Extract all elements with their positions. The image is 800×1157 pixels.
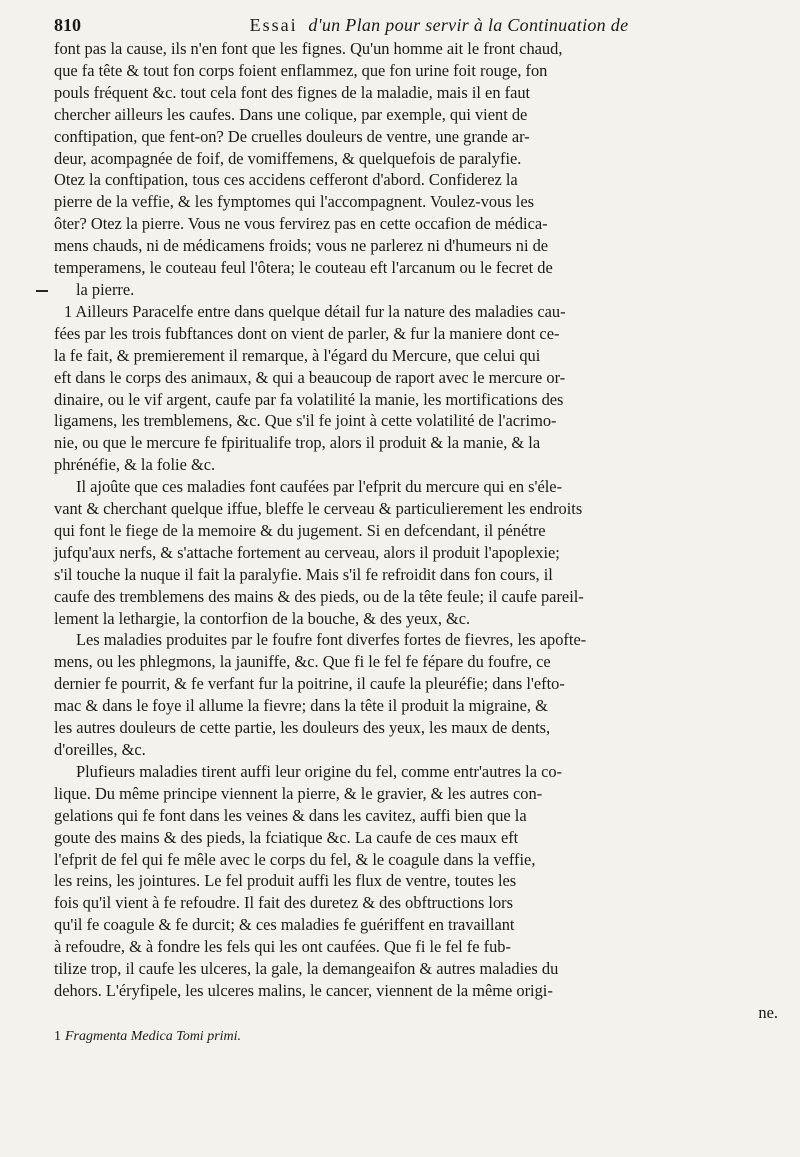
text-line: fois qu'il vient à fe refoudre. Il fait des duretez & des obftructions lors bbox=[54, 893, 514, 913]
text-line: eft dans le corps des animaux, & qui a beaucoup de raport avec le mercure or- bbox=[54, 367, 566, 387]
text-line: l'efprit de fel qui fe mêle avec le corps du fel, & le coagule dans la veffie, bbox=[54, 849, 536, 869]
body-text bbox=[54, 38, 778, 1024]
text-line: dehors. L'éryfipele, les ulceres malins, le cancer, viennent de la même origi- bbox=[54, 980, 553, 1000]
text-line: les autres douleurs de cette partie, les douleurs des yeux, les maux de dents, bbox=[54, 718, 551, 738]
text-line: pouls fréquent &c. tout cela font des fignes de la maladie, mais il en faut bbox=[54, 82, 531, 102]
text-line: chercher ailleurs les caufes. Dans une colique, par exemple, qui vient de bbox=[54, 104, 528, 124]
text-line: que fa tête & tout fon corps foient enflammez, que fon urine foit rouge, fon bbox=[54, 60, 548, 80]
text-line: font pas la cause, ils n'en font que les fignes. Qu'un homme ait le front chaud, bbox=[54, 39, 563, 58]
text-line: pierre de la veffie, & les fymptomes qui l'accompagnent. Voulez-vous les bbox=[54, 192, 534, 212]
text-line: qu'il fe coagule & fe durcit; & ces maladies fe guériffent en travaillant bbox=[54, 915, 515, 935]
running-title-essai: Essai bbox=[249, 15, 298, 35]
text-line: fées par les trois fubftances dont on vient de parler, & fur la maniere dont ce- bbox=[54, 323, 560, 343]
text-line: qui font le fiege de la memoire & du jugement. Si en defcendant, il pénétre bbox=[54, 520, 546, 540]
text-line: gelations qui fe font dans les veines & dans les cavitez, auffi bien que la bbox=[54, 805, 527, 825]
footnote bbox=[54, 1028, 778, 1046]
footnote-text: Fragmenta Medica Tomi primi. bbox=[65, 1028, 242, 1044]
page-number: 810 bbox=[54, 15, 81, 35]
text-line: la pierre. bbox=[76, 279, 135, 299]
text-line: la fe fait, & premierement il remarque, à l'égard du Mercure, que celui qui bbox=[54, 345, 541, 365]
text-line: vant & cherchant quelque iffue, bleffe le cerveau & particulierement les endroits bbox=[54, 499, 583, 519]
text-line: caufe des tremblemens des mains & des pieds, ou de la tête feule; il caufe pareil- bbox=[54, 586, 584, 606]
text-line: Plufieurs maladies tirent auffi leur origine du fel, comme entr'autres la co- bbox=[76, 761, 563, 781]
running-title bbox=[100, 14, 778, 36]
footnote-mark: 1 bbox=[54, 1028, 61, 1044]
text-line: à refoudre, & à fondre les fels qui les ont caufées. Que fi le fel fe fub- bbox=[54, 937, 511, 957]
text-line: les reins, les jointures. Le fel produit auffi les flux de ventre, toutes les bbox=[54, 871, 517, 891]
running-title-rest: d'un Plan pour servir à la Continuation de bbox=[308, 15, 629, 35]
text-line: lement la lethargie, la contorfion de la bouche, & des yeux, &c. bbox=[54, 608, 471, 628]
text-line: mens, ou les phlegmons, la jauniffe, &c. Que fi le fel fe fépare du foufre, ce bbox=[54, 652, 551, 672]
text-line: Il ajoûte que ces maladies font caufées par l'efprit du mercure qui en s'éle- bbox=[76, 477, 563, 497]
text-line: ne. bbox=[758, 1002, 778, 1022]
text-line: goute des mains & des pieds, la fciatique &c. La caufe de ces maux eft bbox=[54, 827, 519, 847]
text-line: Otez la conftipation, tous ces accidens cefferont d'abord. Confiderez la bbox=[54, 170, 518, 190]
text-line: s'il touche la nuque il fait la paralyfie. Mais s'il fe refroidit dans fon cours, il bbox=[54, 564, 553, 584]
text-line: deur, acompagnée de foif, de vomiffemens, & quelquefois de paralyfie. bbox=[54, 148, 522, 168]
text-line: dinaire, ou le vif argent, caufe par fa volatilité la manie, les mortifications des bbox=[54, 389, 564, 409]
text-line: lique. Du même principe viennent la pierre, & le gravier, & les autres con- bbox=[54, 783, 543, 803]
text-line: mac & dans le foye il allume la fievre; dans la tête il produit la migraine, & bbox=[54, 696, 548, 716]
text-line: temperamens, le couteau feul l'ôtera; le couteau eft l'arcanum ou le fecret de bbox=[54, 258, 553, 278]
text-line: Les maladies produites par le foufre font diverfes fortes de fievres, les apofte- bbox=[76, 630, 587, 650]
text-line: 1 Ailleurs Paracelfe entre dans quelque détail fur la nature des maladies cau- bbox=[64, 301, 566, 321]
margin-dash bbox=[36, 290, 48, 292]
text-line: phrénéfie, & la folie &c. bbox=[54, 455, 216, 475]
text-line: d'oreilles, &c. bbox=[54, 740, 146, 759]
text-line: ôter? Otez la pierre. Vous ne vous fervirez pas en cette occafion de médica- bbox=[54, 214, 548, 234]
text-line: mens chauds, ni de médicamens froids; vous ne parlerez ni d'humeurs ni de bbox=[54, 236, 549, 256]
text-line: conftipation, que fent-on? De cruelles douleurs de ventre, une grande ar- bbox=[54, 126, 530, 146]
text-line: dernier fe pourrit, & fe verfant fur la poitrine, il caufe la pleuréfie; dans l'efto- bbox=[54, 674, 565, 694]
text-line: jufqu'aux nerfs, & s'attache fortement au cerveau, alors il produit l'apoplexie; bbox=[54, 542, 560, 562]
text-line: nie, ou que le mercure fe fpiritualife trop, alors il produit & la manie, & la bbox=[54, 433, 541, 453]
running-header bbox=[54, 14, 778, 36]
text-line: tilize trop, il caufe les ulceres, la gale, la demangeaifon & autres maladies du bbox=[54, 959, 559, 979]
text-line: ligamens, les tremblemens, &c. Que s'il fe joint à cette volatilité de l'acrimo- bbox=[54, 411, 557, 431]
